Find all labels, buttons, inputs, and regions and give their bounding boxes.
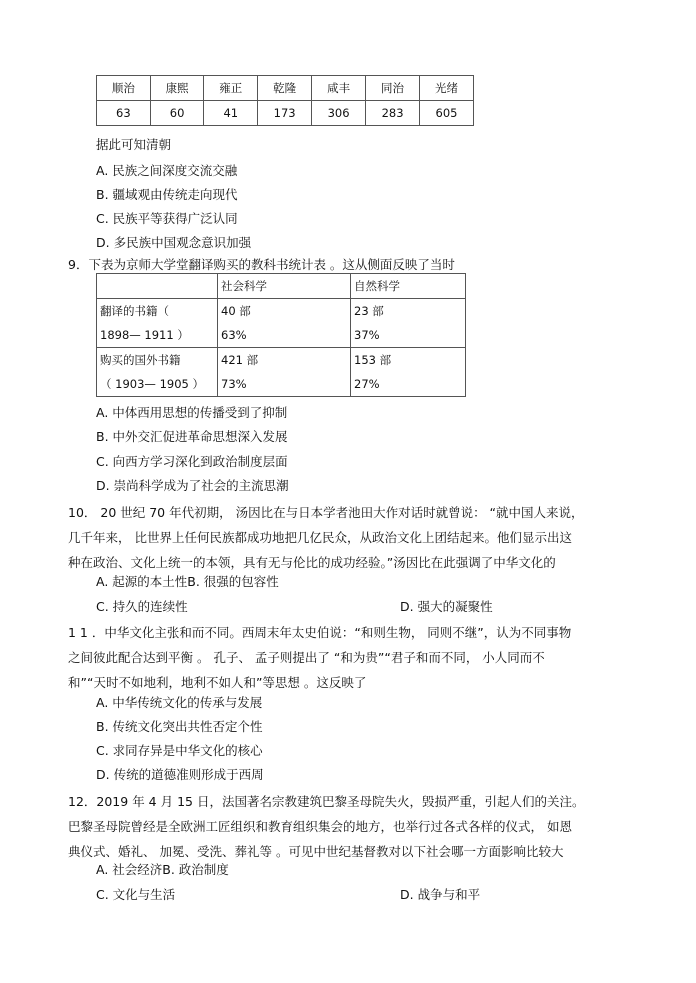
- table-header-row: [97, 274, 466, 299]
- row-label-line: （ 1903— 1905 ）: [100, 377, 204, 391]
- social-science-cell: [218, 299, 351, 348]
- table-cell: 41: [204, 101, 258, 126]
- table-cell: 173: [258, 101, 312, 126]
- textbook-stats-table: [96, 273, 466, 397]
- percent-value: 37%: [354, 328, 380, 342]
- q12-stem-line: 巴黎圣母院曾经是全欧洲工匠组织和教育组织集会的地方，也举行过各式各样的仪式， 如恩: [68, 819, 572, 834]
- row-label-line: 购买的国外书籍: [100, 353, 181, 367]
- row-label-line: 翻译的书籍（: [100, 304, 169, 318]
- count-value: 23 部: [354, 304, 384, 318]
- count-value: 40 部: [221, 304, 251, 318]
- q8-stem: 据此可知清朝: [96, 137, 172, 152]
- q9-option-b[interactable]: B. 中外交汇促进革命思想深入发展: [96, 429, 288, 444]
- q11-stem-line: 1 1 ．中华文化主张和而不同。西周末年太史伯说：“和则生物， 同则不继”，认为不同事物: [68, 625, 572, 640]
- table-cell: 306: [312, 101, 366, 126]
- row-label-cell: [97, 348, 218, 397]
- count-value: 421 部: [221, 353, 259, 367]
- social-science-cell: [218, 348, 351, 397]
- q9-stem: 9．下表为京师大学堂翻译购买的教科书统计表 。这从侧面反映了当时: [68, 257, 455, 272]
- table-cell: 605: [420, 101, 474, 126]
- q11-option-c[interactable]: C. 求同存异是中华文化的核心: [96, 743, 263, 758]
- table-row: [97, 101, 474, 126]
- q12-option-ab[interactable]: A. 社会经济B. 政治制度: [96, 862, 229, 877]
- q8-option-d[interactable]: D. 多民族中国观念意识加强: [96, 235, 252, 250]
- table-header-cell: 同治: [366, 76, 420, 101]
- count-value: 153 部: [354, 353, 392, 367]
- table-row: [97, 299, 466, 348]
- table-row: [97, 348, 466, 397]
- q11-stem-line: 之间彼此配合达到平衡 。 孔子、 孟子则提出了 “和为贵”“君子和而不同， 小人同而不: [68, 650, 545, 665]
- natural-science-cell: [351, 348, 466, 397]
- row-label-line: 1898— 1911 ）: [100, 328, 189, 342]
- table-cell: 283: [366, 101, 420, 126]
- percent-value: 73%: [221, 377, 247, 391]
- table-header-cell: 顺治: [97, 76, 151, 101]
- q10-option-ab[interactable]: A. 起源的本土性B. 很强的包容性: [96, 574, 279, 589]
- q10-stem-line: 几千年来， 比世界上任何民族都成功地把几亿民众，从政治文化上团结起来。他们显示出这: [68, 530, 572, 545]
- q11-option-a[interactable]: A. 中华传统文化的传承与发展: [96, 695, 263, 710]
- table-cell: 60: [150, 101, 204, 126]
- q9-option-d[interactable]: D. 崇尚科学成为了社会的主流思潮: [96, 478, 289, 493]
- q12-stem-line: 典仪式、婚礼、 加冕、受洗、葬礼等 。可见中世纪基督教对以下社会哪一方面影响比较大: [68, 844, 564, 859]
- q11-stem-line: 和”“天时不如地利，地利不如人和”等思想 。这反映了: [68, 675, 367, 690]
- q8-option-b[interactable]: B. 疆域观由传统走向现代: [96, 187, 238, 202]
- reign-stats-table: [96, 75, 474, 126]
- table-header-cell: 自然科学: [351, 274, 466, 299]
- table-header-cell: 康熙: [150, 76, 204, 101]
- q10-stem-line: 10． 20 世纪 70 年代初期， 汤因比在与日本学者池田大作对话时就曾说： “就中国人来说，: [68, 505, 584, 520]
- table-cell: 63: [97, 101, 151, 126]
- row-label-cell: [97, 299, 218, 348]
- q12-stem: [68, 789, 658, 864]
- q8-option-a[interactable]: A. 民族之间深度交流交融: [96, 163, 238, 178]
- q11-option-b[interactable]: B. 传统文化突出共性否定个性: [96, 719, 263, 734]
- table-header-row: [97, 76, 474, 101]
- percent-value: 63%: [221, 328, 247, 342]
- q12-option-c[interactable]: C. 文化与生活: [96, 887, 176, 902]
- table-header-cell: 社会科学: [218, 274, 351, 299]
- q12-stem-line: 12．2019 年 4 月 15 日，法国著名宗教建筑巴黎圣母院失火，毁损严重，引起人们的关注。: [68, 794, 585, 809]
- q11-option-d[interactable]: D. 传统的道德准则形成于西周: [96, 767, 264, 782]
- table-header-cell: 光绪: [420, 76, 474, 101]
- q10-option-c[interactable]: C. 持久的连续性: [96, 599, 188, 614]
- table-header-cell: 雍正: [204, 76, 258, 101]
- table-header-cell: 咸丰: [312, 76, 366, 101]
- natural-science-cell: [351, 299, 466, 348]
- q9-option-c[interactable]: C. 向西方学习深化到政治制度层面: [96, 454, 288, 469]
- q10-stem-line: 种在政治、文化上统一的本领，具有无与伦比的成功经验。”汤因比在此强调了中华文化的: [68, 555, 556, 570]
- table-header-cell: 乾隆: [258, 76, 312, 101]
- q10-option-d[interactable]: D. 强大的凝聚性: [400, 599, 493, 614]
- percent-value: 27%: [354, 377, 380, 391]
- q8-option-c[interactable]: C. 民族平等获得广泛认同: [96, 211, 238, 226]
- q9-option-a[interactable]: A. 中体西用思想的传播受到了抑制: [96, 405, 288, 420]
- q12-option-d[interactable]: D. 战争与和平: [400, 887, 481, 902]
- q11-stem: [68, 620, 658, 695]
- table-corner-cell: [97, 274, 218, 299]
- q10-stem: [68, 500, 658, 575]
